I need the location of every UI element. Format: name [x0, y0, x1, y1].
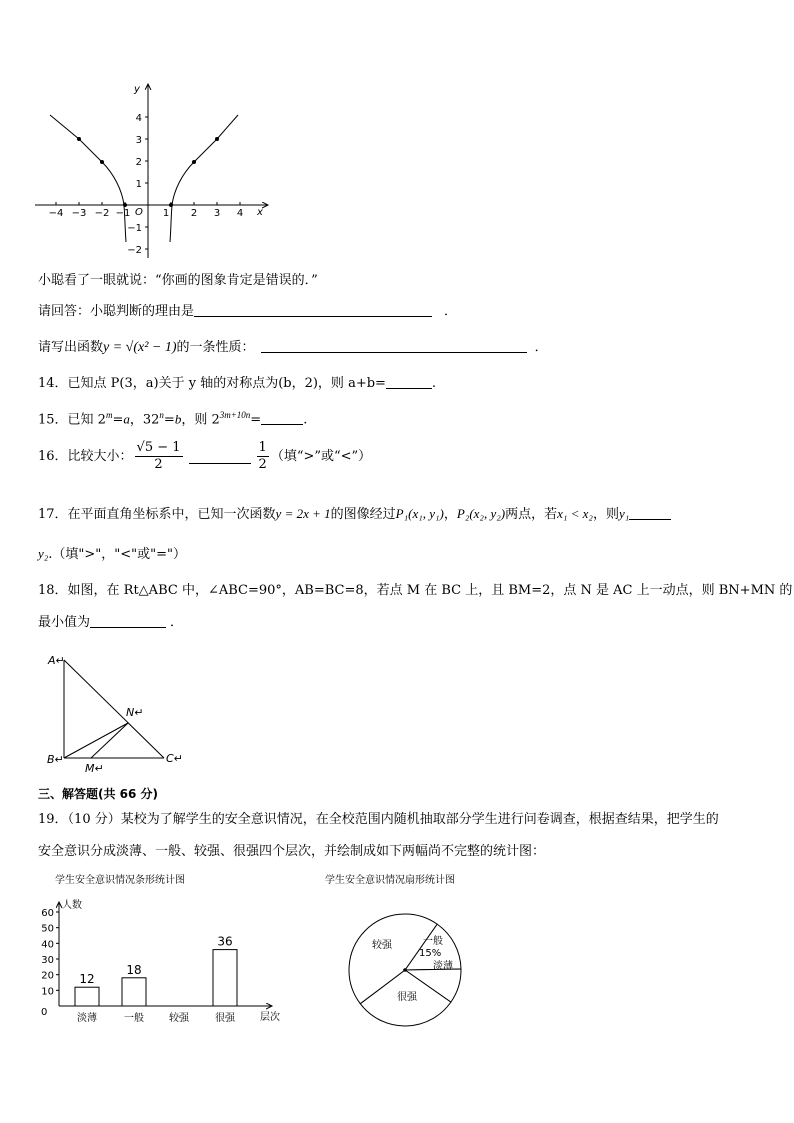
q13-property-label: 的一条性质： [176, 340, 255, 355]
graph-point [100, 160, 104, 164]
bar-x-label: 层次 [260, 1012, 280, 1023]
q13-property-prompt: 请写出函数 [38, 340, 104, 355]
pie-chart-title: 学生安全意识情况扇形统计图 [325, 875, 455, 886]
y-tick-label: 4 [135, 113, 142, 124]
x-tick-label: 1 [162, 208, 170, 219]
graph-point [215, 137, 219, 141]
bar-data-label: 18 [126, 962, 142, 977]
function-graph [30, 78, 275, 260]
x-axis-label: x [257, 207, 263, 218]
bar [122, 978, 146, 1006]
q17-text: 17．在平面直角坐标系中，已知一次函数 [38, 507, 276, 522]
equals: = [163, 412, 175, 428]
bar-y-tick-label: 50 [41, 923, 54, 935]
denominator: 2 [258, 457, 267, 472]
label-M: M↵ [85, 762, 104, 775]
q17-text: 的图像经过 [330, 507, 396, 522]
label-N: N↵ [126, 706, 144, 719]
bar-category-label: 一般 [124, 1013, 144, 1024]
period: ． [170, 615, 184, 630]
q15-text: 15．已知 2 [38, 412, 106, 428]
bar-data-label: 12 [79, 972, 95, 987]
q17-text: ，则 [592, 507, 619, 522]
period: ． [444, 304, 458, 319]
q17-function: y = 2x + 1 [275, 506, 331, 521]
x-tick-label: 2 [190, 208, 198, 219]
x-tick-label: −1 [115, 208, 131, 219]
x-tick-label: −2 [94, 208, 110, 219]
q13-line3 [38, 338, 548, 357]
fraction-one-half [257, 440, 269, 473]
fraction-sqrt5-minus-1-over-2 [135, 440, 183, 473]
q18-blank[interactable] [90, 613, 166, 628]
graph-point [192, 160, 196, 164]
q17-y1: y₁ [618, 506, 630, 521]
q17-blank[interactable] [629, 505, 671, 520]
q13-line1: 小聪看了一眼就说：“你画的图象肯定是错误的．” [38, 273, 318, 288]
label-B: B↵ [47, 753, 64, 766]
period: ． [534, 340, 548, 355]
label-C: C↵ [166, 752, 183, 765]
q16 [38, 440, 371, 473]
q17-condition: x₁ < x₂ [557, 506, 593, 521]
bar [75, 987, 99, 1006]
q15-exponent: m [105, 410, 113, 420]
origin-label: O [135, 207, 143, 218]
separator: ， [443, 507, 457, 522]
y-tick-label: −2 [127, 245, 142, 256]
x-tick-label: −4 [48, 208, 64, 219]
equals: = [112, 412, 124, 428]
pie-center-dot [403, 968, 407, 972]
pie-label-henqiang: 很强 [397, 992, 417, 1003]
y-tick-label: 1 [135, 179, 142, 190]
q17-point-p1: P₁(x₁, y₁) [395, 506, 444, 521]
bar-category-label: 较强 [169, 1013, 189, 1024]
q17-hint: .（填">"，"<"或"="） [48, 547, 186, 562]
q16-hint: （填“>”或“<”） [270, 448, 372, 464]
q17-line2 [38, 545, 186, 564]
bar-y-tick-label: 40 [41, 939, 54, 951]
bar-y-tick-label: 60 [41, 908, 54, 919]
bar-y-label: 人数 [62, 900, 82, 911]
pie-label-danbo: 淡薄 [433, 961, 453, 972]
y-tick-label: 2 [135, 157, 142, 168]
bar [213, 950, 237, 1006]
q18-line1: 18．如图，在 Rt△ABC 中，∠ABC=90°，AB=BC=8，若点 M 在 BC 上，且 BM=2，点 N 是 AC 上一动点，则 BN+MN 的 [38, 583, 793, 598]
pie-label-yiban-percent: 15% [419, 948, 442, 959]
q15 [38, 406, 307, 429]
q13-property-blank[interactable] [261, 338, 527, 353]
bar-chart [34, 890, 294, 1028]
q14-text: 14．已知点 P(3，a)关于 y 轴的对称点为(b，2)，则 a+b= [38, 376, 386, 391]
q15-exponent: 3m+10n [219, 410, 251, 420]
label-A: A↵ [48, 654, 65, 667]
bar-category-label: 很强 [215, 1013, 235, 1024]
numerator: 1 [258, 440, 267, 455]
period: . [303, 412, 308, 428]
bar-y-tick-label: 30 [41, 955, 54, 966]
q14-blank[interactable] [386, 374, 432, 389]
graph-point [77, 137, 81, 141]
q14 [38, 374, 436, 393]
numerator: √5 − 1 [136, 440, 181, 455]
q13-function: y = √(x² − 1) [103, 340, 177, 355]
left-branch-curve [50, 115, 126, 242]
var-b: b [174, 411, 182, 427]
graph-point [169, 203, 173, 207]
q19-line2: 安全意识分成淡薄、一般、较强、很强四个层次，并绘制成如下两幅尚不完整的统计图： [38, 844, 546, 859]
q18-line2 [38, 613, 183, 632]
equals: = [250, 412, 262, 428]
right-branch-curve [170, 115, 238, 242]
q18-text: 最小值为 [38, 615, 91, 630]
q13-reason-blank[interactable] [194, 302, 432, 317]
q15-text: ，则 2 [181, 412, 220, 428]
q13-line2 [38, 302, 457, 321]
x-tick-label: −3 [71, 208, 87, 219]
bar-category-label: 淡薄 [77, 1013, 97, 1024]
bar-y-tick-label: 0 [41, 1007, 48, 1018]
x-tick-label: 4 [236, 208, 244, 219]
q17-y2: y₂ [38, 546, 49, 561]
q17-point-p2: P₂(x₂, y₂) [456, 506, 506, 521]
q15-text: ，32 [129, 412, 160, 428]
section-3-title: 三、解答题(共 66 分) [38, 787, 159, 801]
graph-point [123, 203, 127, 207]
denominator: 2 [154, 457, 163, 472]
period: . [431, 376, 437, 391]
bar-y-tick-label: 10 [41, 986, 54, 998]
bar-y-tick-label: 20 [41, 970, 54, 982]
q17-line1 [38, 505, 671, 524]
q15-blank[interactable] [261, 410, 303, 425]
q13-reason-prompt: 请回答：小聪判断的理由是 [38, 304, 195, 319]
bar-chart-title: 学生安全意识情况条形统计图 [55, 875, 185, 886]
y-axis-label: y [134, 84, 140, 95]
q16-blank[interactable] [189, 449, 251, 464]
y-tick-label: 3 [135, 135, 142, 146]
pie-chart [345, 910, 465, 1030]
q17-text: 两点，若 [505, 507, 558, 522]
var-a: a [123, 411, 130, 427]
bar-data-label: 36 [217, 934, 233, 949]
q19-line1: 19．（10 分）某校为了解学生的安全意识情况，在全校范围内随机抽取部分学生进行问卷调查，根据查结果，把学生的 [38, 812, 719, 827]
triangle-figure [44, 648, 194, 776]
q15-exponent: n [159, 410, 164, 420]
pie-label-yiban: 一般 [423, 936, 443, 947]
pie-label-jiaoqiang: 较强 [372, 940, 392, 951]
y-tick-label: −1 [127, 223, 142, 234]
x-tick-label: 3 [213, 208, 221, 219]
q16-text: 16．比较大小： [38, 448, 133, 464]
